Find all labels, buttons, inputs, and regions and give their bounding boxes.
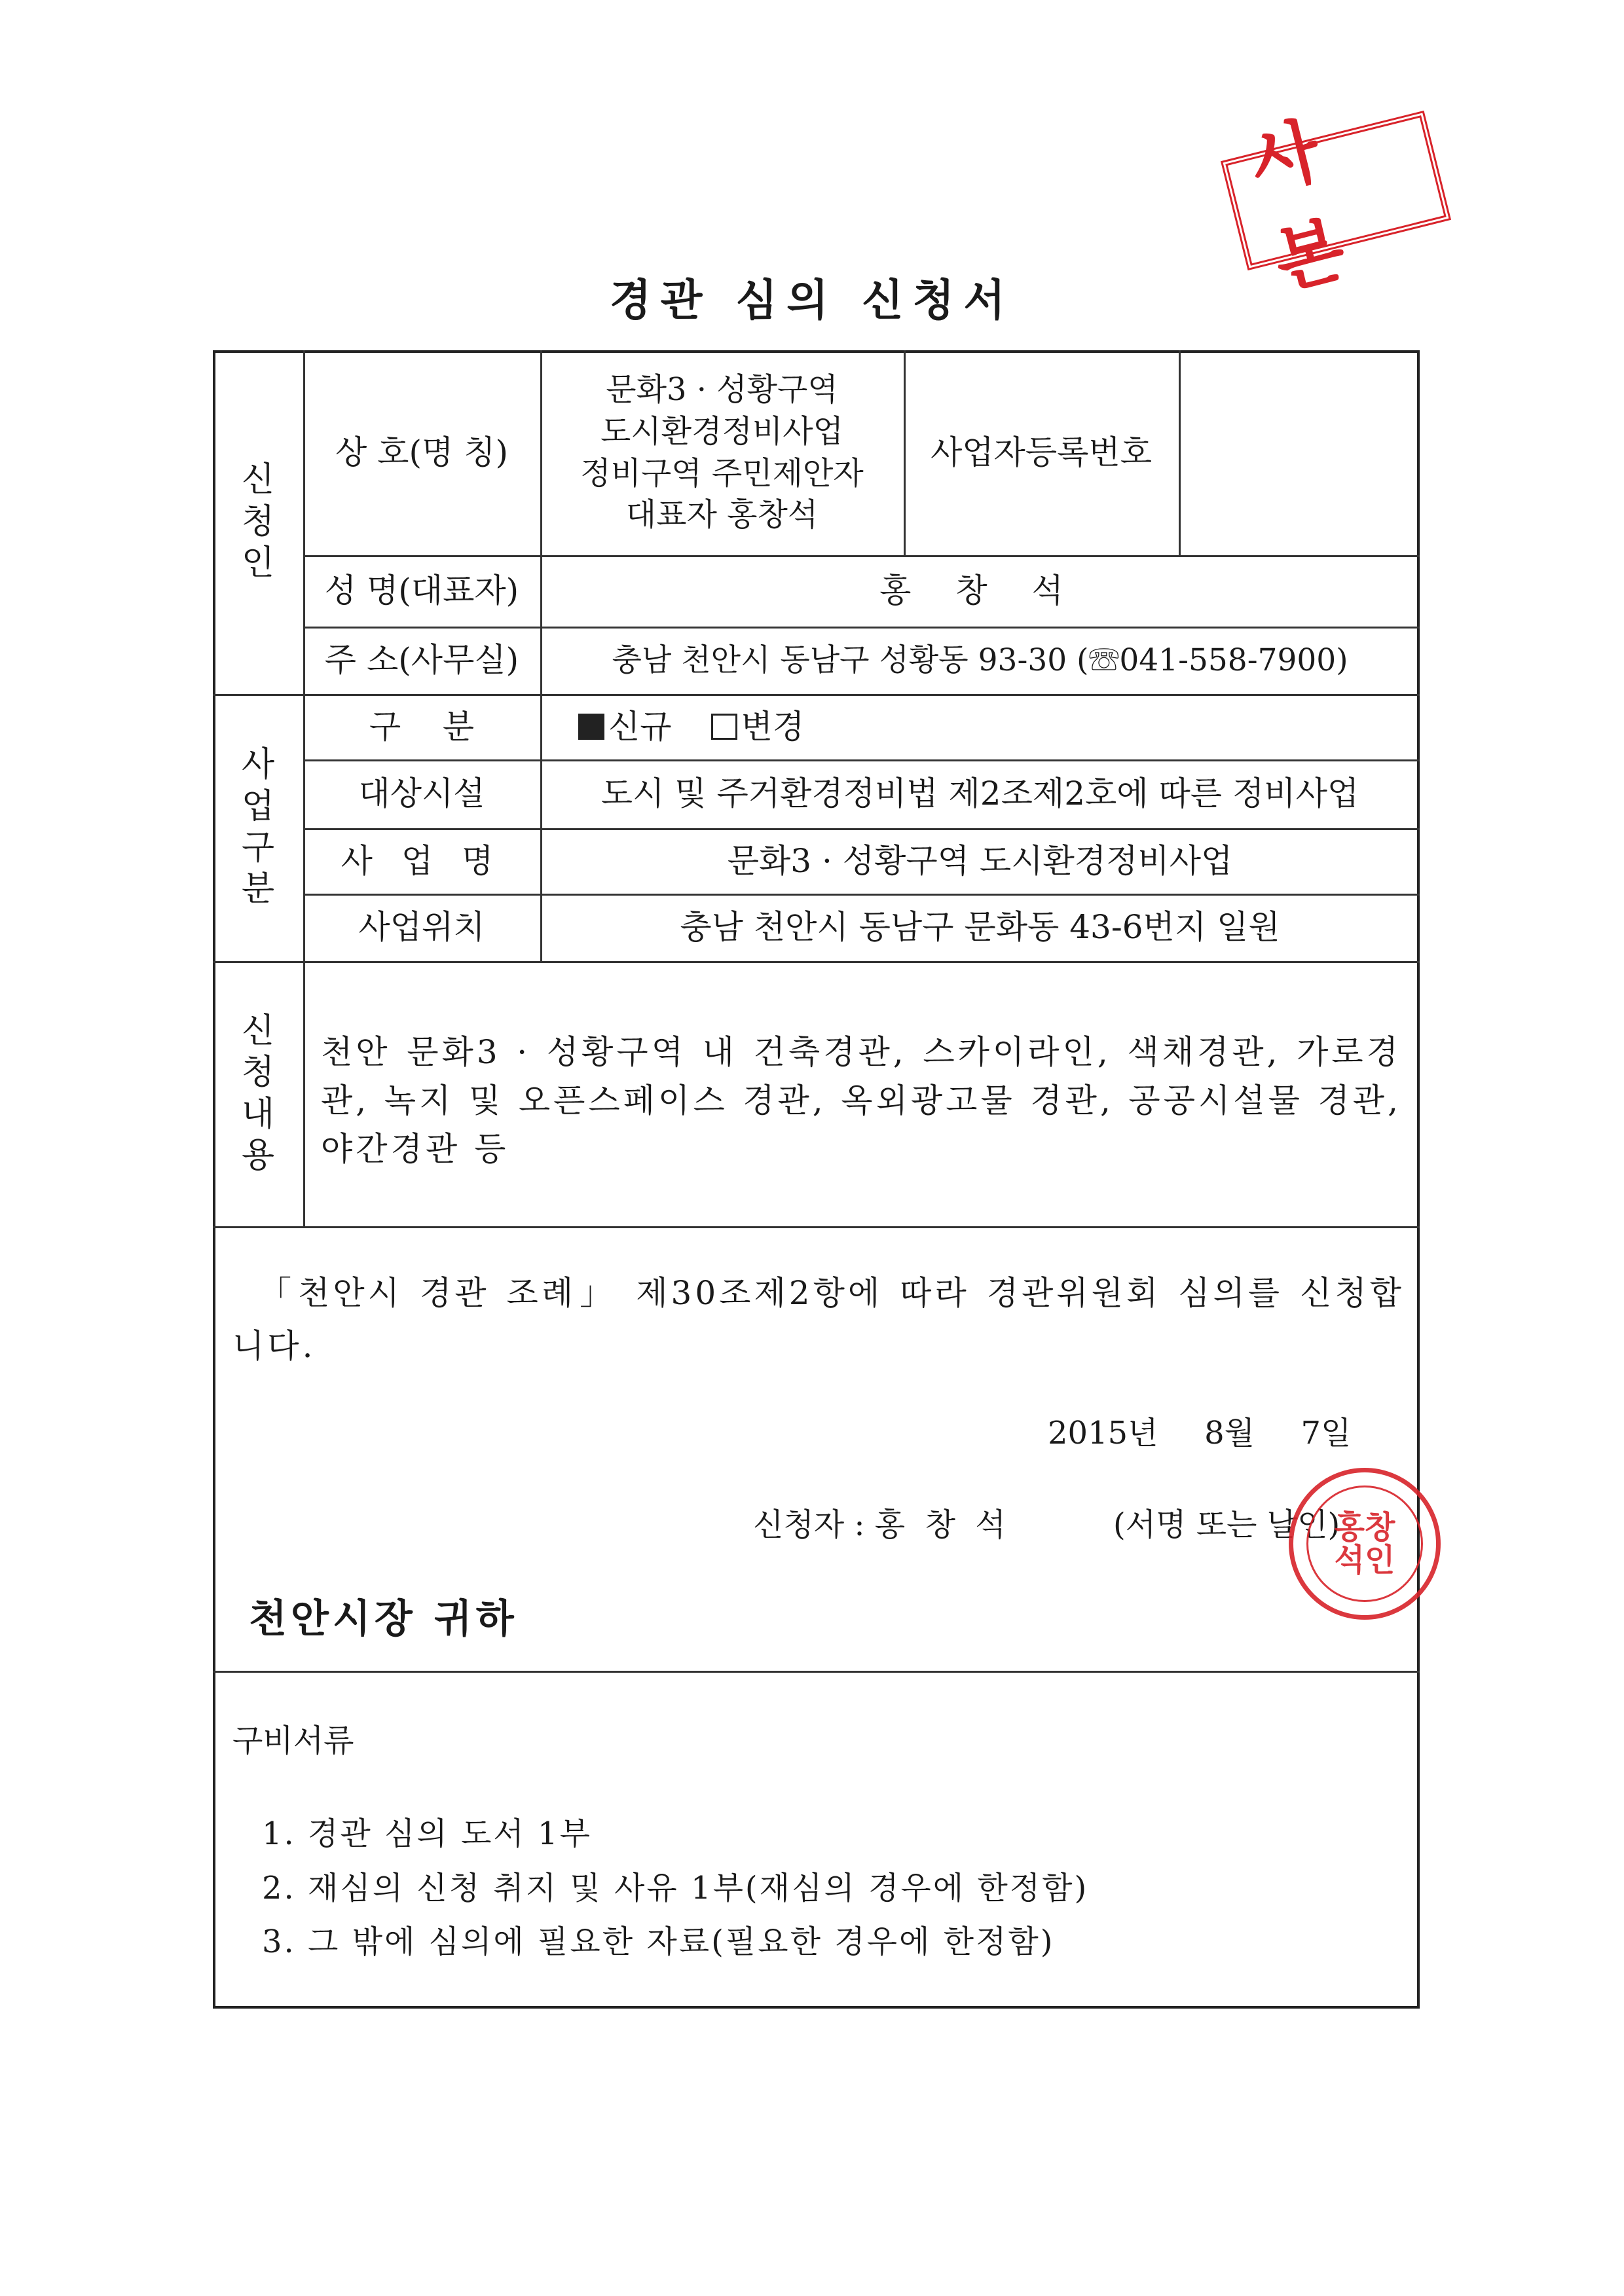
name-label: 성 명(대표자) (324, 572, 519, 610)
section-char: 용 (241, 1135, 275, 1175)
section-divider (213, 1226, 1420, 1228)
company-line: 대표자 홍창석 (625, 496, 819, 534)
facility-value: 도시 및 주거환경정비법 제2조제2호에 따른 정비사업 (600, 774, 1359, 812)
section-char: 업 (241, 786, 275, 826)
date-day: 7일 (1301, 1415, 1352, 1451)
facility-label: 대상시설 (358, 774, 485, 812)
checkbox-new[interactable] (578, 714, 604, 740)
section-char: 사 (241, 745, 275, 785)
section-char: 신 (241, 460, 275, 500)
type-label: 구 분 (369, 707, 475, 746)
attachment-item: 1. 경관 심의 도서 1부 (262, 1815, 592, 1852)
company-label: 상 호(명 칭) (335, 433, 508, 471)
section-divider (213, 1671, 1420, 1673)
business-reg-value (1179, 350, 1420, 555)
applicant-section-label (213, 350, 303, 694)
attachments-heading: 구비서류 (232, 1722, 354, 1759)
section-char: 분 (241, 869, 275, 909)
type-options (540, 694, 1420, 759)
applicant-signature-label: 신청자 : 홍 창 석 (753, 1506, 1006, 1543)
section-char: 구 (241, 828, 275, 867)
attachments-list (262, 1807, 1088, 1969)
attachment-item: 2. 재심의 신청 취지 및 사유 1부(재심의 경우에 한정함) (262, 1869, 1089, 1906)
request-content: 천안 문화3 · 성황구역 내 건축경관, 스카이라인, 색채경관, 가로경관, 녹지 및 오픈스페이스 경관, 옥외광고물 경관, 공공시설물 경관, 야간경관 등 (321, 1033, 1401, 1168)
section-divider (213, 961, 1420, 963)
recipient: 천안시장 귀하 (249, 1596, 518, 1642)
company-line: 문화3 · 성황구역 (606, 371, 838, 408)
date-year: 2015년 (1048, 1415, 1158, 1451)
business-section-label (213, 694, 303, 961)
section-char: 신 (241, 1011, 275, 1051)
address-label: 주 소(사무실) (324, 641, 519, 679)
seal-text: 홍창 석인 (1334, 1508, 1395, 1578)
date-month: 8월 (1204, 1415, 1255, 1451)
section-char: 인 (241, 543, 275, 583)
option-change-label: 변경 (741, 707, 805, 746)
company-value (540, 350, 904, 555)
application-date (1048, 1408, 1351, 1453)
copy-stamp-text: 사 본 (1242, 102, 1381, 304)
option-new-label: 신규 (608, 707, 672, 746)
name-value: 홍 창 석 (879, 572, 1080, 610)
page-title: 경관 심의 신청서 (609, 275, 1015, 325)
project-name-value: 문화3 · 성황구역 도시환경정비사업 (727, 841, 1233, 880)
declaration-text: 「천안시 경관 조례」 제30조제2항에 따라 경관위원회 심의를 신청합니다. (232, 1274, 1405, 1365)
personal-seal (1289, 1468, 1441, 1620)
company-line: 정비구역 주민제안자 (580, 454, 864, 492)
section-char: 내 (241, 1094, 275, 1134)
signature-note: (서명 또는 날인) (1113, 1506, 1340, 1543)
location-label: 사업위치 (358, 908, 485, 946)
section-char: 청 (241, 501, 275, 541)
section-char: 청 (241, 1053, 275, 1093)
company-line: 도시환경정비사업 (600, 412, 843, 450)
project-name-label: 사 업 명 (341, 841, 503, 880)
attachment-item: 3. 그 밖에 심의에 필요한 자료(필요한 경우에 한정함) (262, 1923, 1055, 1961)
request-section-label (213, 961, 303, 1226)
location-value: 충남 천안시 동남구 문화동 43-6번지 일원 (680, 908, 1280, 946)
copy-stamp (1221, 102, 1451, 304)
business-reg-label: 사업자등록번호 (930, 433, 1153, 471)
address-value: 충남 천안시 동남구 성황동 93-30 (☏041-558-7900) (612, 642, 1348, 678)
checkbox-change[interactable] (711, 714, 737, 740)
